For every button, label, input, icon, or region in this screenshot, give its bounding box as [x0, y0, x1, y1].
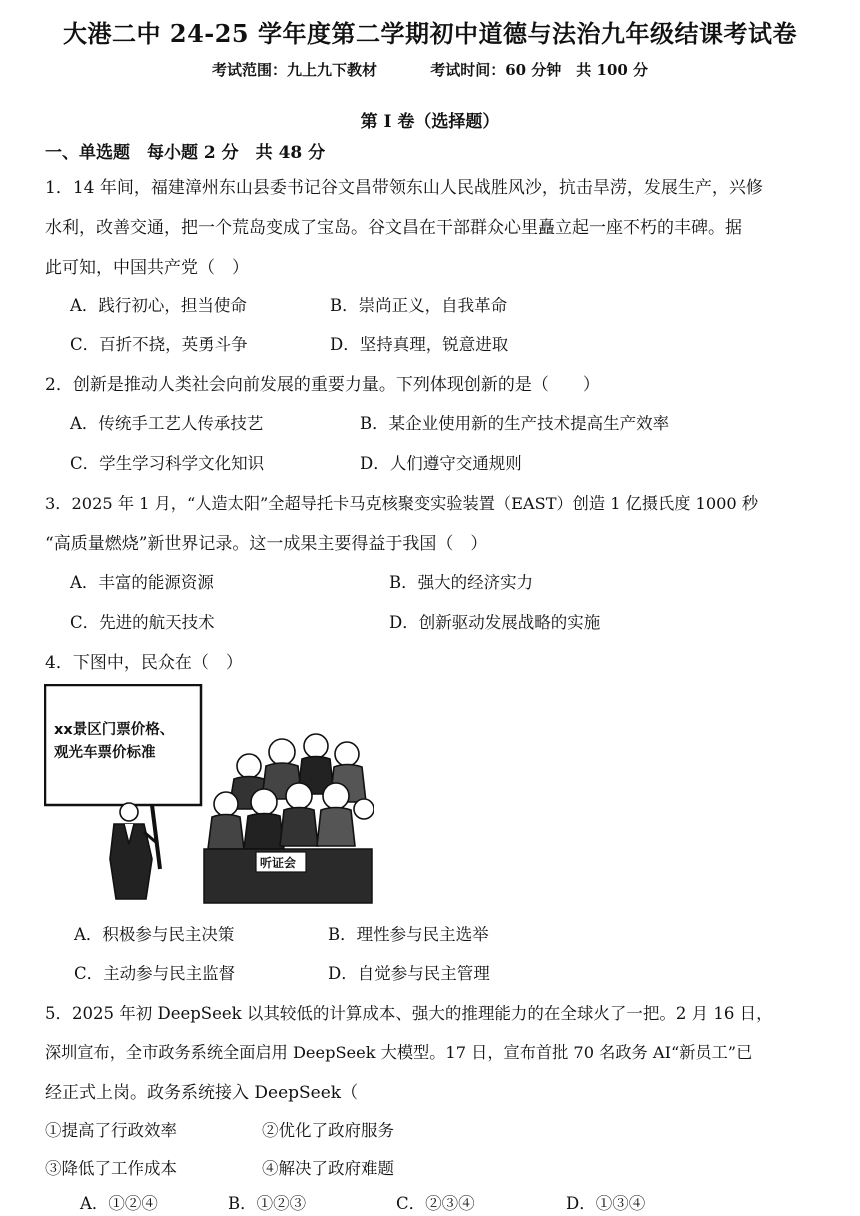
q5-statement-1: ①提高了行政效率	[45, 1121, 177, 1140]
q5-stem-line1: 5．2025 年初 DeepSeek 以其较低的计算成本、强大的推理能力的在全球火了一把。2 月 16 日，	[45, 1004, 773, 1023]
q4-option-d: D．自觉参与民主管理	[328, 964, 490, 983]
section-title: 一、单选题 每小题 2 分 共 48 分	[45, 143, 326, 163]
q4-option-b: B．理性参与民主选举	[328, 925, 489, 944]
q5-option-b: B．①②③	[228, 1194, 307, 1213]
q5-stem-line3: 经正式上岗。政务系统接入 DeepSeek（	[45, 1083, 359, 1103]
hearing-cartoon	[44, 684, 374, 904]
q1-option-a: A．践行初心，担当使命	[70, 296, 247, 315]
exam-info	[0, 59, 860, 80]
sign-text-line1: xx景区门票价格、	[54, 722, 175, 738]
q4-stem: 4．下图中，民众在（ ）	[45, 653, 243, 673]
q3-option-b: B．强大的经济实力	[389, 573, 534, 592]
sign-text-line2: 观光车票价标准	[54, 745, 156, 761]
sign-holder-figure	[110, 803, 158, 899]
podium-label: 听证会	[260, 856, 297, 870]
q2-option-c: C．学生学习科学文化知识	[70, 454, 265, 473]
q1-option-d: D．坚持真理，锐意进取	[330, 335, 509, 354]
exam-time: 考试时间：60 分钟 共 100 分	[430, 61, 649, 79]
q2-option-a: A．传统手工艺人传承技艺	[70, 414, 264, 433]
q5-option-c: C．②③④	[396, 1194, 475, 1213]
q2-option-b: B．某企业使用新的生产技术提高生产效率	[360, 414, 670, 433]
q5-option-a: A．①②④	[80, 1194, 158, 1213]
q2-stem: 2．创新是推动人类社会向前发展的重要力量。下列体现创新的是（ ）	[45, 375, 600, 395]
q3-stem-line1: 3．2025 年 1 月，“人造太阳”全超导托卡马克核聚变实验装置（EAST）创造 1 亿摄氏度 1000 秒	[45, 494, 759, 513]
q4-option-c: C．主动参与民主监督	[74, 964, 236, 983]
q1-stem-line3: 此可知，中国共产党（ ）	[45, 258, 249, 278]
q2-option-d: D．人们遵守交通规则	[360, 454, 522, 473]
exam-title: 大港二中 24-25 学年度第二学期初中道德与法治九年级结课考试卷	[63, 19, 797, 48]
q1-option-c: C．百折不挠，英勇斗争	[70, 335, 248, 354]
crowd-figures	[208, 734, 374, 849]
q5-statement-3: ③降低了工作成本	[45, 1159, 177, 1178]
q5-option-d: D．①③④	[566, 1194, 646, 1213]
q1-stem-line2: 水利，改善交通，把一个荒岛变成了宝岛。谷文昌在干部群众心里矗立起一座不朽的丰碑。据	[45, 218, 742, 238]
q5-stem-line2: 深圳宣布，全市政务系统全面启用 DeepSeek 大模型。17 日，宣布首批 70 名政务 AI“新员工”已	[45, 1043, 753, 1062]
exam-scope: 考试范围：九上九下教材	[211, 61, 377, 79]
q3-option-a: A．丰富的能源资源	[70, 573, 214, 592]
q1-option-b: B．崇尚正义，自我革命	[330, 296, 508, 315]
q5-statement-4: ④解决了政府难题	[262, 1159, 394, 1178]
q5-statement-2: ②优化了政府服务	[262, 1121, 394, 1140]
q3-option-d: D．创新驱动发展战略的实施	[389, 613, 601, 632]
q3-option-c: C．先进的航天技术	[70, 613, 215, 632]
q1-stem-line1: 1．14 年间，福建漳州东山县委书记谷文昌带领东山人民战胜风沙，抗击旱涝，发展生产，兴修	[45, 178, 763, 198]
q3-stem-line2: “高质量燃烧”新世界记录。这一成果主要得益于我国（ ）	[45, 534, 488, 554]
q4-option-a: A．积极参与民主决策	[74, 925, 235, 944]
volume-title: 第 I 卷（选择题）	[360, 112, 500, 132]
